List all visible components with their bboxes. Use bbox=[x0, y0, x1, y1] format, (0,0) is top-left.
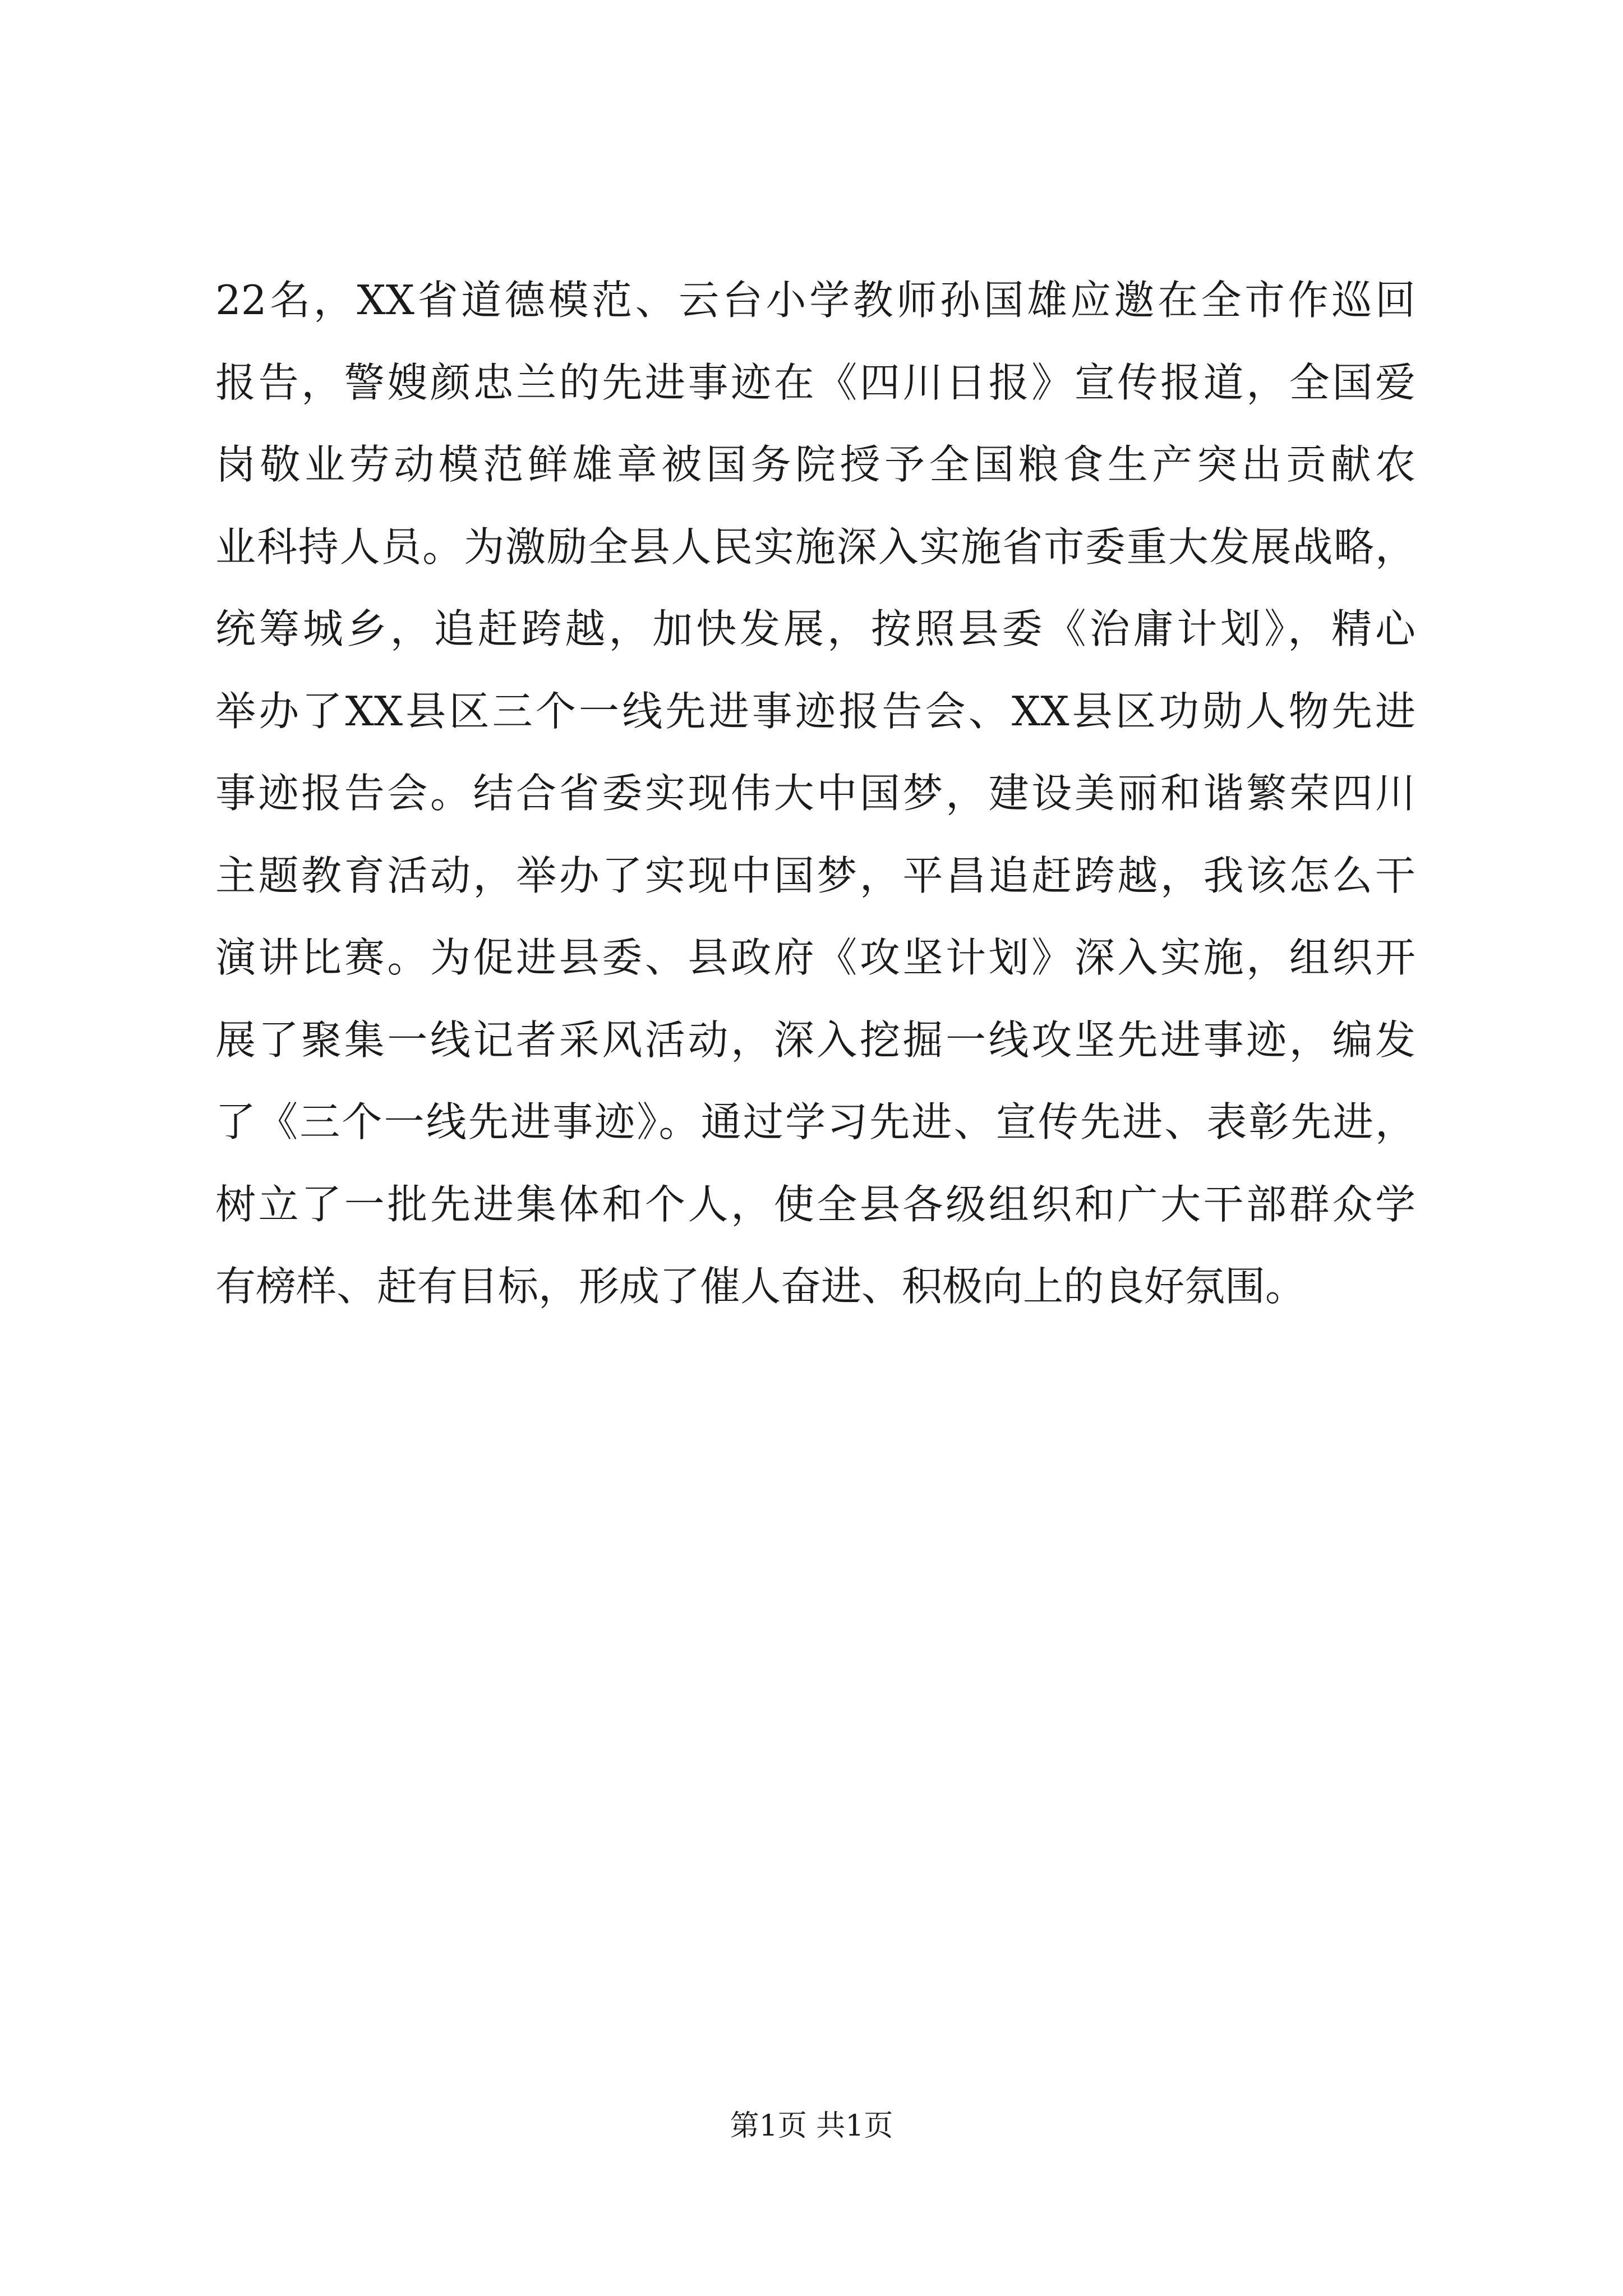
text-line: 22名，XX省道德模范、云台小学教师孙国雄应邀在全市作巡回 bbox=[215, 277, 1415, 324]
text-line: 业科持人员。为激励全县人民实施深入实施省市委重大发展战略， bbox=[215, 523, 1415, 570]
text-line: 有榜样、赶有目标，形成了催人奋进、积极向上的良好氛围。 bbox=[215, 1263, 1306, 1310]
text-line: 统筹城乡，追赶跨越，加快发展，按照县委《治庸计划》，精心 bbox=[215, 605, 1415, 652]
text-line: 岗敬业劳动模范鲜雄章被国务院授予全国粮食生产突出贡献农 bbox=[215, 441, 1415, 488]
text-line: 事迹报告会。结合省委实现伟大中国梦，建设美丽和谐繁荣四川 bbox=[215, 770, 1415, 817]
text-line: 主题教育活动，举办了实现中国梦，平昌追赶跨越，我该怎么干 bbox=[215, 852, 1415, 899]
page-number-label: 第1页 共1页 bbox=[730, 2109, 893, 2143]
body-paragraph bbox=[215, 259, 1415, 1328]
text-line: 举办了XX县区三个一线先进事迹报告会、XX县区功勋人物先进 bbox=[215, 687, 1415, 735]
page-footer bbox=[0, 2104, 1623, 2148]
text-line: 报告，警嫂颜忠兰的先进事迹在《四川日报》宣传报道，全国爱 bbox=[215, 358, 1415, 406]
text-line: 了《三个一线先进事迹》。通过学习先进、宣传先进、表彰先进， bbox=[215, 1098, 1415, 1145]
text-line: 展了聚集一线记者采风活动，深入挖掘一线攻坚先进事迹，编发 bbox=[215, 1016, 1415, 1064]
text-line: 树立了一批先进集体和个人，使全县各级组织和广大干部群众学 bbox=[215, 1180, 1415, 1228]
text-line: 演讲比赛。为促进县委、县政府《攻坚计划》深入实施，组织开 bbox=[215, 934, 1415, 981]
